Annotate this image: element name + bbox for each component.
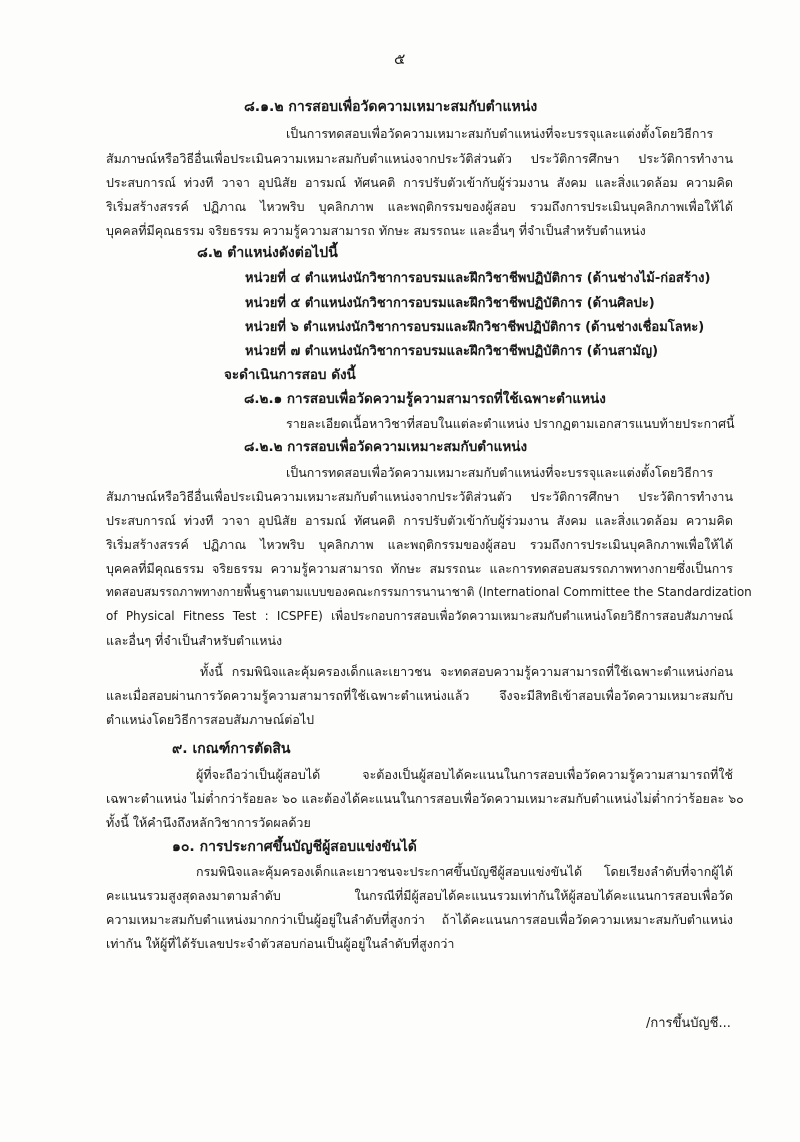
unit-7: หน่วยที่ ๗ ตำแหน่งนักวิชาการอบรมและฝึกวิชาชีพปฏิบัติการ (ด้านสามัญ): [245, 344, 659, 359]
heading-8-1-2: ๘.๑.๒ การสอบเพื่อวัดความเหมาะสมกับตำแหน่ง: [244, 99, 538, 115]
para-8-2-1: รายละเอียดเนื้อหาวิชาที่สอบในแต่ละตำแหน่ง ปรากฏตามเอกสารแนบท้ายประกาศนี้: [286, 416, 735, 431]
para-8-2-2-line-5: บุคคลที่มีคุณธรรม จริยธรรม ความรู้ความสามารถ ทักษะ สมรรถนะ และการทดสอบสมรรถภาพทางกายซึ่งเป็นการ: [106, 561, 733, 576]
para-8-1-2-line-4: ริเริ่มสร้างสรรค์ ปฏิภาณ ไหวพริบ บุคลิกภาพ และพฤติกรรมของผู้สอบ รวมถึงการประเมินบุคลิกภาพเพื่อให้ได้: [106, 199, 733, 214]
continuation-marker: /การขึ้นบัญชี...: [646, 1016, 731, 1031]
exam-intro: จะดำเนินการสอบ ดังนี้: [224, 367, 356, 383]
para-8-2-2-line-3: ประสบการณ์ ท่วงที วาจา อุปนิสัย อารมณ์ ทัศนคติ การปรับตัวเข้ากับผู้ร่วมงาน สังคม และสิ่งแวดล้อม ความคิด: [106, 513, 733, 528]
note-line-2: และเมื่อสอบผ่านการวัดความรู้ความสามารถที่ใช้เฉพาะตำแหน่งแล้ว จึงจะมีสิทธิเข้าสอบเพื่อวัดความเหมาะสมกับ: [106, 688, 733, 703]
para-10-line-3: ความเหมาะสมกับตำแหน่งมากกว่าเป็นผู้อยู่ในลำดับที่สูงกว่า ถ้าได้คะแนนการสอบเพื่อวัดความเหมาะสมกับตำแหน่ง: [106, 912, 733, 927]
page-number: ๕: [394, 50, 406, 68]
para-9-line-2: เฉพาะตำแหน่ง ไม่ต่ำกว่าร้อยละ ๖๐ และต้องได้คะแนนในการสอบเพื่อวัดความเหมาะสมกับตำแหน่งไม่ต่ำกว่าร้อยละ ๖๐: [106, 791, 744, 806]
para-8-2-2-line-1: เป็นการทดสอบเพื่อวัดความเหมาะสมกับตำแหน่งที่จะบรรจุและแต่งตั้งโดยวิธีการ: [286, 465, 714, 480]
para-10-line-1: กรมพินิจและคุ้มครองเด็กและเยาวชนจะประกาศขึ้นบัญชีผู้สอบแข่งขันได้ โดยเรียงลำดับที่จากผู้ได้: [196, 864, 733, 879]
para-8-2-2-line-6: ทดสอบสมรรถภาพทางกายพื้นฐานตามแบบของคณะกรรมการนานาชาติ (International Committee the Standardization: [106, 585, 752, 599]
para-8-1-2-line-1: เป็นการทดสอบเพื่อวัดความเหมาะสมกับตำแหน่งที่จะบรรจุและแต่งตั้งโดยวิธีการ: [286, 126, 714, 141]
para-8-2-2-line-4: ริเริ่มสร้างสรรค์ ปฏิภาณ ไหวพริบ บุคลิกภาพ และพฤติกรรมของผู้สอบ รวมถึงการประเมินบุคลิกภาพเพื่อให้ได้: [106, 537, 733, 552]
para-8-1-2-line-2: สัมภาษณ์หรือวิธีอื่นเพื่อประเมินความเหมาะสมกับตำแหน่งจากประวัติส่วนตัว ประวัติการศึกษา ประวัติการทำงาน: [106, 151, 733, 166]
heading-8-2-2: ๘.๒.๒ การสอบเพื่อวัดความเหมาะสมกับตำแหน่ง: [244, 439, 528, 455]
para-8-1-2-line-5: บุคคลที่มีคุณธรรม จริยธรรม ความรู้ความสามารถ ทักษะ สมรรถนะ และอื่นๆ ที่จำเป็นสำหรับตำแหน่ง: [106, 223, 646, 238]
heading-9: ๙. เกณฑ์การตัดสิน: [172, 741, 291, 757]
unit-5: หน่วยที่ ๕ ตำแหน่งนักวิชาการอบรมและฝึกวิชาชีพปฏิบัติการ (ด้านศิลปะ): [245, 296, 655, 311]
para-9-line-3: ทั้งนี้ ให้คำนึงถึงหลักวิชาการวัดผลด้วย: [106, 815, 311, 830]
unit-4: หน่วยที่ ๔ ตำแหน่งนักวิชาการอบรมและฝึกวิชาชีพปฏิบัติการ (ด้านช่างไม้-ก่อสร้าง): [245, 271, 711, 286]
para-10-line-4: เท่ากัน ให้ผู้ที่ได้รับเลขประจำตัวสอบก่อนเป็นผู้อยู่ในลำดับที่สูงกว่า: [106, 936, 455, 951]
para-8-1-2-line-3: ประสบการณ์ ท่วงที วาจา อุปนิสัย อารมณ์ ทัศนคติ การปรับตัวเข้ากับผู้ร่วมงาน สังคม และสิ่งแวดล้อม ความคิด: [106, 175, 733, 190]
para-8-2-2-line-2: สัมภาษณ์หรือวิธีอื่นเพื่อประเมินความเหมาะสมกับตำแหน่งจากประวัติส่วนตัว ประวัติการศึกษา ประวัติการทำงาน: [106, 489, 733, 504]
heading-8-2-1: ๘.๒.๑ การสอบเพื่อวัดความรู้ความสามารถที่ใช้เฉพาะตำแหน่ง: [244, 391, 606, 407]
heading-8-2: ๘.๒ ตำแหน่งดังต่อไปนี้: [197, 245, 338, 261]
para-9-line-1: ผู้ที่จะถือว่าเป็นผู้สอบได้ จะต้องเป็นผู้สอบได้คะแนนในการสอบเพื่อวัดความรู้ความสามารถที่ใช้: [196, 767, 733, 782]
unit-6: หน่วยที่ ๖ ตำแหน่งนักวิชาการอบรมและฝึกวิชาชีพปฏิบัติการ (ด้านช่างเชื่อมโลหะ): [245, 320, 705, 335]
note-line-1: ทั้งนี้ กรมพินิจและคุ้มครองเด็กและเยาวชน จะทดสอบความรู้ความสามารถที่ใช้เฉพาะตำแหน่งก่อน: [200, 664, 733, 679]
para-8-2-2-line-7: of Physical Fitness Test : ICSPFE) เพื่อประกอบการสอบเพื่อวัดความเหมาะสมกับตำแหน่งโดยวิธีการสอบสัมภาษณ์: [106, 609, 733, 623]
heading-10: ๑๐. การประกาศขึ้นบัญชีผู้สอบแข่งขันได้: [172, 839, 417, 855]
para-8-2-2-line-8: และอื่นๆ ที่จำเป็นสำหรับตำแหน่ง: [106, 633, 283, 648]
para-10-line-2: คะแนนรวมสูงสุดลงมาตามลำดับ ในกรณีที่มีผู้สอบได้คะแนนรวมเท่ากันให้ผู้สอบได้คะแนนการสอบเพื่อวัด: [106, 888, 733, 903]
note-line-3: ตำแหน่งโดยวิธีการสอบสัมภาษณ์ต่อไป: [106, 712, 315, 727]
